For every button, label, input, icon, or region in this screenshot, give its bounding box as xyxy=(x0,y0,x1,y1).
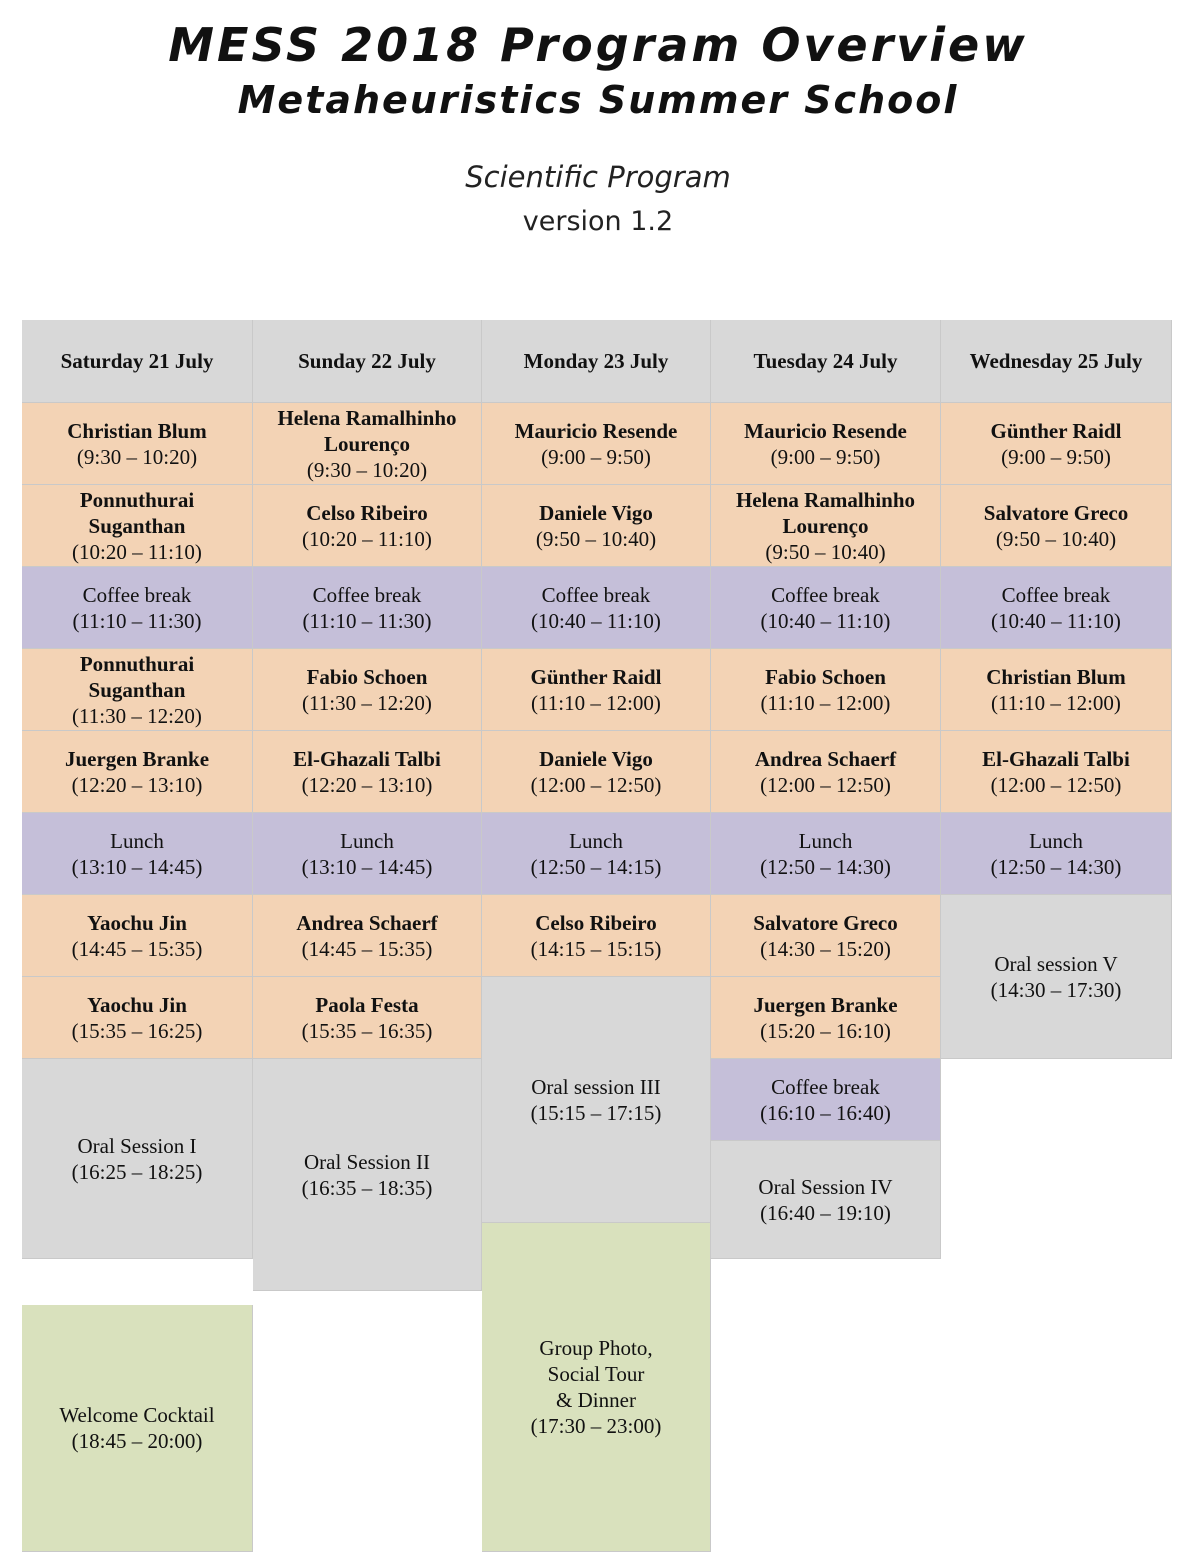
schedule-slot xyxy=(253,485,482,567)
speaker-name: El-Ghazali Talbi xyxy=(982,746,1130,771)
speaker-name: Celso Ribeiro xyxy=(535,910,657,935)
slot-label: Lunch xyxy=(1029,828,1083,853)
schedule-slot xyxy=(253,649,482,731)
slot-label: Oral session III xyxy=(531,1074,661,1099)
schedule-slot xyxy=(711,895,941,977)
coffee-break-slot xyxy=(941,567,1172,649)
slot-time: (12:20 – 13:10) xyxy=(71,772,203,797)
program-label: Scientific Program xyxy=(465,160,731,194)
slot-time: (9:00 – 9:50) xyxy=(541,444,651,469)
schedule-slot xyxy=(253,403,482,485)
slot-time: (10:40 – 11:10) xyxy=(760,608,891,633)
lunch-slot xyxy=(941,813,1172,895)
speaker-name: Mauricio Resende xyxy=(514,418,678,443)
schedule-slot xyxy=(482,649,711,731)
slot-time: (14:30 – 17:30) xyxy=(990,977,1122,1002)
day-header-monday: Monday 23 July xyxy=(482,320,711,403)
slot-time: (9:50 – 10:40) xyxy=(535,526,657,551)
lunch-slot xyxy=(22,813,253,895)
schedule-slot xyxy=(253,895,482,977)
slot-time: (15:35 – 16:35) xyxy=(301,1018,433,1043)
slot-time: (13:10 – 14:45) xyxy=(71,854,203,879)
speaker-name: Salvatore Greco xyxy=(983,500,1129,525)
day-header-saturday: Saturday 21 July xyxy=(22,320,253,403)
slot-label: Lunch xyxy=(798,828,853,853)
slot-time: (9:00 – 9:50) xyxy=(1001,444,1111,469)
schedule-table xyxy=(22,320,1172,1508)
slot-label: Lunch xyxy=(569,828,623,853)
slot-time: (9:50 – 10:40) xyxy=(995,526,1117,551)
schedule-slot xyxy=(941,731,1172,813)
slot-time: (15:20 – 16:10) xyxy=(760,1018,891,1043)
speaker-name: Helena Ramalhinho Lourenço xyxy=(277,405,457,456)
page-subtitle: Metaheuristics Summer School xyxy=(237,78,959,122)
speaker-name: Ponnuthurai Suganthan xyxy=(79,651,195,702)
oral-session-slot xyxy=(253,1059,482,1291)
slot-time: (9:50 – 10:40) xyxy=(765,539,886,564)
day-header-wednesday: Wednesday 25 July xyxy=(941,320,1172,403)
slot-label: Coffee break xyxy=(771,1074,880,1099)
slot-time: (17:30 – 23:00) xyxy=(530,1414,662,1438)
slot-time: (14:15 – 15:15) xyxy=(530,936,662,961)
slot-time: (16:35 – 18:35) xyxy=(301,1175,433,1200)
speaker-name: Daniele Vigo xyxy=(539,746,653,771)
slot-time: (10:40 – 11:10) xyxy=(531,608,661,633)
slot-label: & Dinner xyxy=(556,1388,636,1412)
slot-label: Oral session V xyxy=(994,951,1118,976)
speaker-name: Celso Ribeiro xyxy=(306,500,428,525)
slot-time: (10:40 – 11:10) xyxy=(991,608,1121,633)
slot-time: (12:00 – 12:50) xyxy=(530,772,662,797)
slot-time: (11:10 – 12:00) xyxy=(760,690,891,715)
schedule-slot xyxy=(482,895,711,977)
slot-time: (11:10 – 12:00) xyxy=(991,690,1121,715)
schedule-slot xyxy=(482,731,711,813)
speaker-name: Yaochu Jin xyxy=(87,992,187,1017)
slot-time: (16:25 – 18:25) xyxy=(71,1159,203,1184)
slot-label: Coffee break xyxy=(771,582,880,607)
slot-time: (9:30 – 10:20) xyxy=(306,457,428,482)
slot-time: (9:30 – 10:20) xyxy=(76,444,198,469)
schedule-slot xyxy=(22,895,253,977)
speaker-name: Helena Ramalhinho Lourenço xyxy=(735,487,916,538)
oral-session-slot xyxy=(482,977,711,1223)
speaker-name: Christian Blum xyxy=(67,418,207,443)
slot-time: (16:40 – 19:10) xyxy=(760,1200,891,1225)
schedule-slot xyxy=(711,649,941,731)
slot-time: (9:00 – 9:50) xyxy=(770,444,881,469)
schedule-slot xyxy=(482,403,711,485)
coffee-break-slot xyxy=(711,567,941,649)
coffee-break-slot xyxy=(253,567,482,649)
slot-label: Coffee break xyxy=(541,582,651,607)
slot-time: (13:10 – 14:45) xyxy=(301,854,433,879)
speaker-name: Paola Festa xyxy=(315,992,419,1017)
slot-time: (10:20 – 11:10) xyxy=(72,539,202,564)
social-event-slot xyxy=(22,1305,253,1552)
schedule-slot xyxy=(253,977,482,1059)
speaker-name: Ponnuthurai Suganthan xyxy=(79,487,195,538)
day-header-sunday: Sunday 22 July xyxy=(253,320,482,403)
speaker-name: Mauricio Resende xyxy=(744,418,907,443)
schedule-slot xyxy=(22,403,253,485)
schedule-slot xyxy=(711,403,941,485)
schedule-slot xyxy=(941,485,1172,567)
speaker-name: Fabio Schoen xyxy=(306,664,428,689)
speaker-name: Salvatore Greco xyxy=(753,910,898,935)
lunch-slot xyxy=(711,813,941,895)
slot-time: (11:10 – 11:30) xyxy=(302,608,432,633)
schedule-slot xyxy=(22,977,253,1059)
speaker-name: Andrea Schaerf xyxy=(754,746,897,771)
oral-session-slot xyxy=(22,1059,253,1259)
speaker-name: Andrea Schaerf xyxy=(296,910,438,935)
slot-label: Coffee break xyxy=(82,582,192,607)
slot-time: (14:30 – 15:20) xyxy=(760,936,891,961)
slot-label: Oral Session I xyxy=(77,1133,197,1158)
speaker-name: Günther Raidl xyxy=(530,664,662,689)
slot-label: Oral Session II xyxy=(304,1149,430,1174)
slot-label: Group Photo, xyxy=(539,1336,653,1360)
slot-time: (15:35 – 16:25) xyxy=(71,1018,203,1043)
oral-session-slot xyxy=(711,1141,941,1259)
slot-time: (11:10 – 11:30) xyxy=(72,608,202,633)
schedule-slot xyxy=(253,731,482,813)
slot-label: Lunch xyxy=(340,828,394,853)
slot-label: Social Tour xyxy=(547,1362,645,1386)
slot-time: (11:10 – 12:00) xyxy=(531,690,661,715)
speaker-name: Juergen Branke xyxy=(64,746,210,771)
schedule-slot xyxy=(941,403,1172,485)
schedule-slot xyxy=(22,731,253,813)
slot-time: (12:50 – 14:15) xyxy=(530,854,662,879)
coffee-break-slot xyxy=(22,567,253,649)
speaker-name: Juergen Branke xyxy=(753,992,898,1017)
speaker-name: Fabio Schoen xyxy=(765,664,886,689)
oral-session-slot xyxy=(941,895,1172,1059)
page-title: MESS 2018 Program Overview xyxy=(168,18,1028,72)
schedule-slot xyxy=(711,485,941,567)
slot-time: (12:00 – 12:50) xyxy=(990,772,1122,797)
speaker-name: Daniele Vigo xyxy=(539,500,653,525)
slot-label: Lunch xyxy=(110,828,164,853)
coffee-break-slot xyxy=(711,1059,941,1141)
schedule-slot xyxy=(482,485,711,567)
slot-time: (12:20 – 13:10) xyxy=(301,772,433,797)
schedule-slot xyxy=(941,649,1172,731)
version-label: version 1.2 xyxy=(522,206,674,237)
speaker-name: Yaochu Jin xyxy=(87,910,187,935)
schedule-slot xyxy=(711,977,941,1059)
slot-time: (12:00 – 12:50) xyxy=(760,772,891,797)
slot-label: Coffee break xyxy=(312,582,422,607)
slot-time: (11:30 – 12:20) xyxy=(302,690,432,715)
slot-label: Welcome Cocktail xyxy=(59,1403,215,1427)
speaker-name: Christian Blum xyxy=(986,664,1126,689)
speaker-name: El-Ghazali Talbi xyxy=(293,746,441,771)
slot-time: (12:50 – 14:30) xyxy=(990,854,1122,879)
schedule-slot xyxy=(22,485,253,567)
slot-time: (14:45 – 15:35) xyxy=(71,936,203,961)
slot-time: (18:45 – 20:00) xyxy=(71,1429,203,1453)
lunch-slot xyxy=(253,813,482,895)
slot-time: (10:20 – 11:10) xyxy=(302,526,432,551)
schedule-slot xyxy=(22,649,253,731)
social-event-slot xyxy=(482,1223,711,1552)
slot-time: (16:10 – 16:40) xyxy=(760,1100,891,1125)
slot-time: (11:30 – 12:20) xyxy=(72,703,202,728)
slot-time: (12:50 – 14:30) xyxy=(760,854,891,879)
lunch-slot xyxy=(482,813,711,895)
coffee-break-slot xyxy=(482,567,711,649)
slot-label: Coffee break xyxy=(1001,582,1111,607)
slot-label: Oral Session IV xyxy=(758,1174,893,1199)
schedule-slot xyxy=(711,731,941,813)
slot-time: (15:15 – 17:15) xyxy=(530,1100,662,1125)
day-header-tuesday: Tuesday 24 July xyxy=(711,320,941,403)
slot-time: (14:45 – 15:35) xyxy=(301,936,433,961)
speaker-name: Günther Raidl xyxy=(990,418,1122,443)
